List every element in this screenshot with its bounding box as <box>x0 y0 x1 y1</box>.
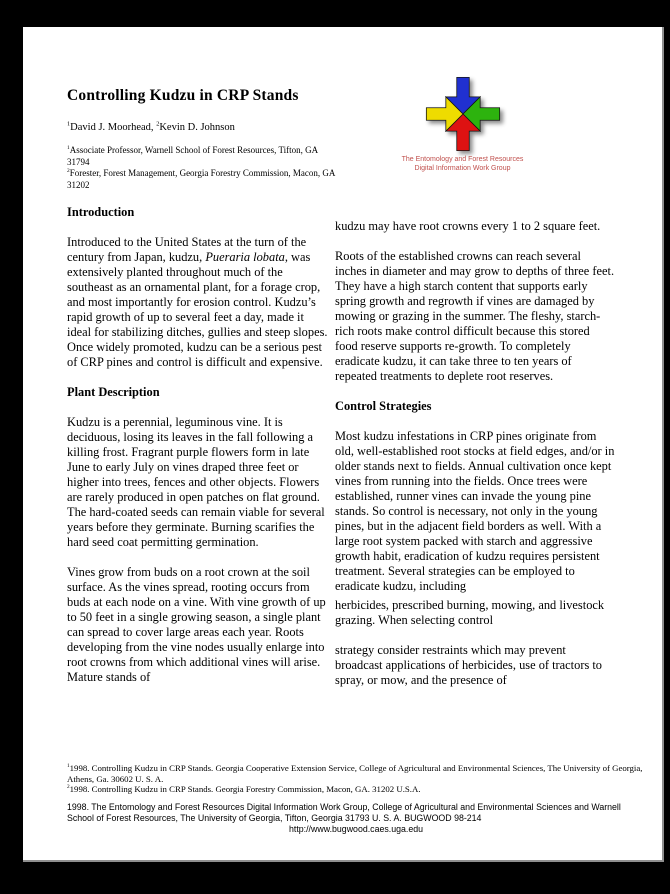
credit-line: 1998. The Entomology and Forest Resources Digital Information Work Group, College of Agricultural and Environmental Sciences and Warnell School of Forest Resources, The University of Georgia, Tifton, Georgia 31793 U. S. A. BUGWOOD 98-214 <box>67 801 621 823</box>
roots-paragraph: Roots of the established crowns can reach several inches in diameter and may grow to depths of three feet. They have a high starch content that supports early spring growth and regrowth if vines are damaged by mowing or grazing in the summer. The fleshy, starch-rich roots make control difficult because this stored food reserve supports re-growth. To completely eradicate kudzu, it can take three to ten years of repeated treatments to deplete root reserves. <box>335 249 615 383</box>
heading-plant-description: Plant Description <box>67 385 160 399</box>
continued-paragraph: kudzu may have root crowns every 1 to 2 square feet. <box>335 219 601 233</box>
control-strategies-paragraph-1: Most kudzu infestations in CRP pines originate from old, well-established root stocks at field edges, and/or in older stands next to fields. Annual cultivation once kept vines from running into the fields. Once trees were established, runner vines can invade the young pine stands. So control is necessary, not only in the young pines, but in the adjacent field borders as well. With a large root system packed with starch and aggressive growth habit, eradication of kudzu requires persistent treatment. Several strategies can be employed to eradicate kudzu, including <box>335 429 615 593</box>
affiliation-2 <box>67 168 335 191</box>
footnote-2 <box>67 784 645 795</box>
four-arrows-logo-icon <box>424 75 502 153</box>
footnote-2-text: 1998. Controlling Kudzu in CRP Stands. Georgia Forestry Commission, Macon, GA. 31202 U.S.A. <box>69 784 421 795</box>
affiliation-1-text: Associate Professor, Warnell School of Forest Resources, Tifton, GA 31794 <box>67 145 318 167</box>
right-column <box>335 219 615 688</box>
document-page <box>23 27 664 862</box>
logo-caption-line-1: The Entomology and Forest Resources <box>401 156 524 163</box>
affiliations-block <box>67 145 335 191</box>
footnote-1 <box>67 763 645 784</box>
affiliation-2-text: Forester, Forest Management, Georgia Forestry Commission, Macon, GA 31202 <box>67 168 335 190</box>
bugwood-url: http://www.bugwood.caes.uga.edu <box>289 823 423 834</box>
affiliation-1-superscript: 1 <box>67 145 70 151</box>
document-header <box>67 87 367 191</box>
footnote-1-text: 1998. Controlling Kudzu in CRP Stands. Georgia Cooperative Extension Service, College of Agricultural and Environmental Sciences, The University of Georgia, Athens, Ga. 30602 U. S. A. <box>67 763 643 784</box>
footnote-2-superscript: 2 <box>67 784 70 791</box>
organization-logo-block <box>375 75 550 173</box>
author-1-superscript: 1 <box>67 120 71 128</box>
logo-caption <box>375 156 550 173</box>
heading-control-strategies: Control Strategies <box>335 399 432 413</box>
author-2-superscript: 2 <box>156 120 160 128</box>
introduction-paragraph <box>67 235 331 370</box>
footnote-1-superscript: 1 <box>67 763 70 770</box>
author-1-name: David J. Moorhead, <box>70 122 157 133</box>
species-name-italic: Pueraria lobata <box>205 250 285 264</box>
introduction-text-before-italic: Introduced to the United States at the turn of the century from Japan, kudzu, <box>67 235 307 264</box>
plant-description-paragraph-1: Kudzu is a perennial, leguminous vine. It is deciduous, losing its leaves in the fall following a killing frost. Fragrant purple flowers form in late June to early July on vines draped three feet or higher into trees, fences and other objects. Flowers are rarely produced in open patches on flat ground. The hard-coated seeds can remain viable for several years before they germinate. Burning scarifies the hard seed coat permitting germination. <box>67 415 325 549</box>
page-title: Controlling Kudzu in CRP Stands <box>67 87 299 104</box>
affiliation-2-superscript: 2 <box>67 168 70 174</box>
introduction-text-after-italic: , was extensively planted throughout much of the southeast as an ornamental plant, for a forage crop, and most importantly for erosion control. Kudzu’s rapid growth of up to several feet a day, made it ideal for stabilizing ditches, gullies and steep slopes. Once widely promoted, kudzu can be a serious pest of CRP pines and control is difficult and expensive. <box>67 250 328 369</box>
control-strategies-paragraph-2: herbicides, prescribed burning, mowing, and livestock grazing. When selecting control <box>335 598 605 627</box>
plant-description-paragraph-2: Vines grow from buds on a root crown at the soil surface. As the vines spread, rooting occurs from buds at each node on a vine. With vine growth of up to 50 feet in a single growing season, a single plant can spread to cover large areas each year. Roots developing from the vine nodes usually enlarge into root crowns from which additional vines will arise. Mature stands of <box>67 565 326 684</box>
left-column <box>67 205 331 685</box>
control-strategies-paragraph-3: strategy consider restraints which may prevent broadcast applications of herbicides, use of tractors to spray, or mow, and the presence of <box>335 643 602 687</box>
logo-caption-line-2: Digital Information Work Group <box>414 164 511 172</box>
author-2-name: Kevin D. Johnson <box>159 122 235 133</box>
affiliation-1 <box>67 145 335 168</box>
heading-introduction: Introduction <box>67 205 135 219</box>
authors-line <box>67 122 367 133</box>
footnotes-block <box>67 763 645 835</box>
